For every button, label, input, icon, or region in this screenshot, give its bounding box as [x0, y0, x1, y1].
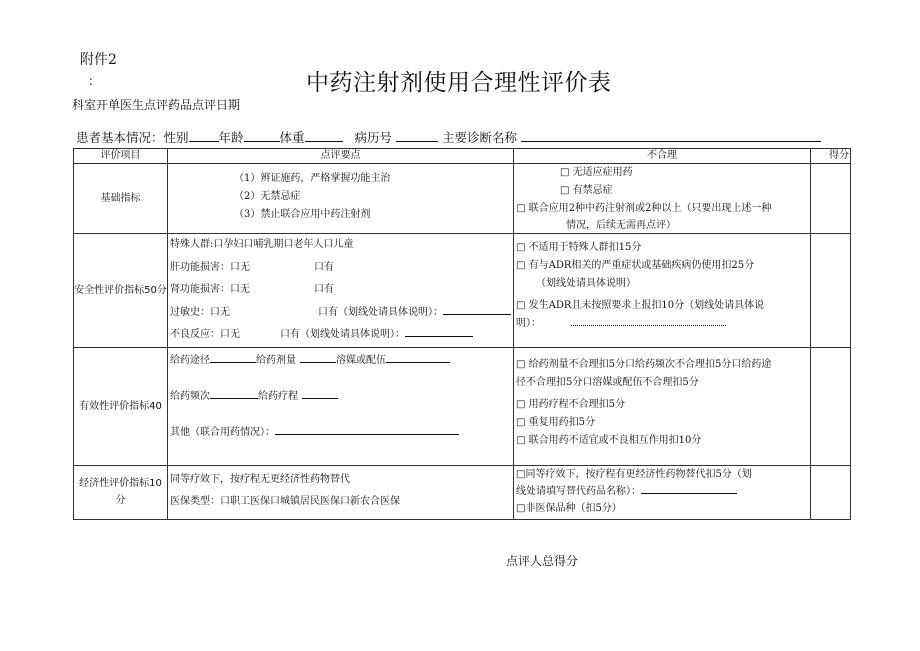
colon-mark: ：	[88, 74, 101, 88]
efficacy-frequency-course	[168, 388, 513, 406]
safety-bad-5	[514, 315, 810, 333]
dose-label: 给药剂量	[256, 354, 296, 366]
safety-points-cell	[168, 234, 514, 348]
safety-bad-4[interactable]: □ 发生ADR且未按照要求上报扣10分（划线处请具体说	[516, 300, 765, 311]
route-label: 给药途径	[170, 354, 210, 366]
record-blank[interactable]	[396, 129, 438, 142]
patient-info-line	[76, 128, 821, 146]
frequency-blank[interactable]	[210, 388, 258, 399]
efficacy-bad-1[interactable]: □ 给药剂量不合理扣5分口给药频次不合理扣5分口给药途	[516, 358, 772, 370]
efficacy-other	[168, 424, 513, 442]
adverse-no[interactable]: 不良反应：口无	[170, 329, 240, 340]
header-points: 点评要点	[168, 149, 514, 164]
category-economy: 经济性评价指标10分	[74, 465, 168, 519]
safety-bad-cell	[514, 234, 811, 348]
weight-label: 体重	[279, 130, 305, 145]
economy-bad-1[interactable]: □同等疗效下，按疗程有更经济性药物替代扣5分（划	[516, 468, 752, 480]
safety-special-groups[interactable]: 特殊人群:口孕妇口哺乳期口老年人口儿童	[170, 239, 354, 250]
frequency-label: 给药频次	[170, 390, 210, 402]
safety-kidney	[168, 279, 513, 302]
evaluation-table	[73, 148, 851, 520]
adverse-yes[interactable]: 口有（划线处请具体说明）：	[280, 329, 405, 340]
safety-bad-5-text: 明）：	[516, 318, 541, 329]
attachment-label: 附件2	[80, 52, 117, 68]
adverse-blank[interactable]	[405, 326, 473, 337]
basic-bad-4: 情况，后续无需再点评）	[566, 220, 676, 231]
efficacy-route-dose	[168, 352, 513, 370]
age-blank[interactable]	[244, 129, 280, 142]
course-blank[interactable]	[302, 388, 338, 399]
route-blank[interactable]	[210, 352, 256, 363]
table-row-safety	[74, 234, 851, 348]
efficacy-bad-3[interactable]: □ 用药疗程不合理扣5分	[516, 398, 625, 410]
dept-doctor-date-line: 科室开单医生点评药品点评日期	[72, 98, 241, 112]
other-label: 其他（联合用药情况）：	[170, 426, 275, 438]
table-row-efficacy	[74, 347, 851, 465]
safety-allergy	[168, 302, 513, 325]
basic-point-2: （2）无禁忌症	[234, 191, 301, 202]
header-item: 评价项目	[74, 149, 168, 164]
safety-adverse	[168, 324, 513, 347]
category-efficacy: 有效性评价指标40	[74, 347, 168, 465]
diagnosis-label: 主要诊断名称	[441, 130, 517, 145]
allergy-blank[interactable]	[443, 304, 511, 315]
header-score: 得分	[811, 149, 851, 164]
kidney-yes[interactable]: 口有	[314, 284, 334, 295]
basic-bad-cell	[514, 164, 811, 234]
table-row-economy	[74, 465, 851, 519]
substitute-blank[interactable]	[641, 483, 737, 494]
dose-blank[interactable]	[300, 352, 336, 363]
economy-point-1[interactable]: 同等疗效下，按疗程无更经济性药物替代	[170, 473, 350, 485]
basic-bad-2[interactable]: □ 有禁忌症	[560, 185, 613, 196]
category-basic: 基础指标	[74, 164, 168, 234]
safety-bad-1[interactable]: □ 不适用于特殊人群扣15分	[516, 242, 642, 253]
economy-point-2[interactable]: 医保类型：口职工医保口城镇居民医保口新农合医保	[170, 495, 400, 507]
table-header-row	[74, 149, 851, 164]
liver-yes[interactable]: 口有	[314, 261, 334, 273]
basic-point-1: （1）辨证施药，严格掌握功能主治	[234, 173, 391, 184]
other-blank[interactable]	[275, 424, 459, 435]
weight-blank[interactable]	[305, 129, 343, 142]
age-label: 年龄	[218, 130, 244, 145]
safety-liver	[168, 257, 513, 280]
score-cell-economy[interactable]	[811, 465, 851, 519]
basic-point-3: （3）禁止联合应用中药注射剂	[234, 209, 371, 220]
patient-label: 患者基本情况：性别	[76, 130, 189, 145]
basic-bad-1[interactable]: □ 无适应症用药	[560, 167, 633, 178]
score-cell-safety[interactable]	[811, 234, 851, 348]
economy-bad-cell	[514, 465, 811, 519]
score-cell-efficacy[interactable]	[811, 347, 851, 465]
basic-bad-3[interactable]: □ 联合应用2种中药注射剂或2种以上（只要出现上述一种	[516, 203, 772, 214]
liver-no[interactable]: 肝功能损害：口无	[170, 261, 250, 273]
category-safety: 安全性评价指标50分	[74, 234, 168, 348]
reviewer-total-score: 点评人总得分	[506, 554, 579, 568]
solvent-blank[interactable]	[386, 352, 450, 363]
economy-bad-2-text: 线处请填写替代药品名称）：	[516, 485, 641, 497]
score-cell-basic[interactable]	[811, 164, 851, 234]
solvent-label: 溶媒或配伍	[336, 354, 386, 366]
efficacy-bad-cell	[514, 347, 811, 465]
record-label: 病历号	[354, 130, 392, 145]
kidney-no[interactable]: 肾功能损害：口无	[170, 284, 250, 295]
table-row-basic	[74, 164, 851, 234]
efficacy-bad-5[interactable]: □ 联合用药不适宜或不良相互作用扣10分	[516, 434, 702, 446]
allergy-yes[interactable]: 口有（划线处请具体说明）：	[318, 306, 443, 318]
efficacy-bad-4[interactable]: □ 重复用药扣5分	[516, 416, 595, 428]
gender-blank[interactable]	[189, 129, 219, 142]
safety-bad-3: （划线处请具体说明）	[536, 278, 636, 289]
header-unreasonable: 不合理	[514, 149, 811, 164]
economy-bad-2	[514, 483, 810, 500]
safety-bad-2[interactable]: □ 有与ADR相关的严重症状或基础疾病仍使用扣25分	[516, 260, 755, 271]
adr-blank[interactable]	[571, 315, 726, 326]
course-label: 给药疗程	[258, 390, 298, 402]
page-title: 中药注射剂使用合理性评价表	[306, 70, 612, 96]
efficacy-points-cell	[168, 347, 514, 465]
efficacy-bad-2: 径不合理扣5分口溶媒或配伍不合理扣5分	[516, 376, 699, 388]
economy-bad-3[interactable]: □非医保品种（扣5分）	[516, 502, 622, 514]
allergy-no[interactable]: 过敏史：口无	[170, 306, 230, 318]
diagnosis-blank[interactable]	[521, 129, 821, 142]
basic-points-cell	[168, 164, 514, 234]
economy-points-cell	[168, 465, 514, 519]
